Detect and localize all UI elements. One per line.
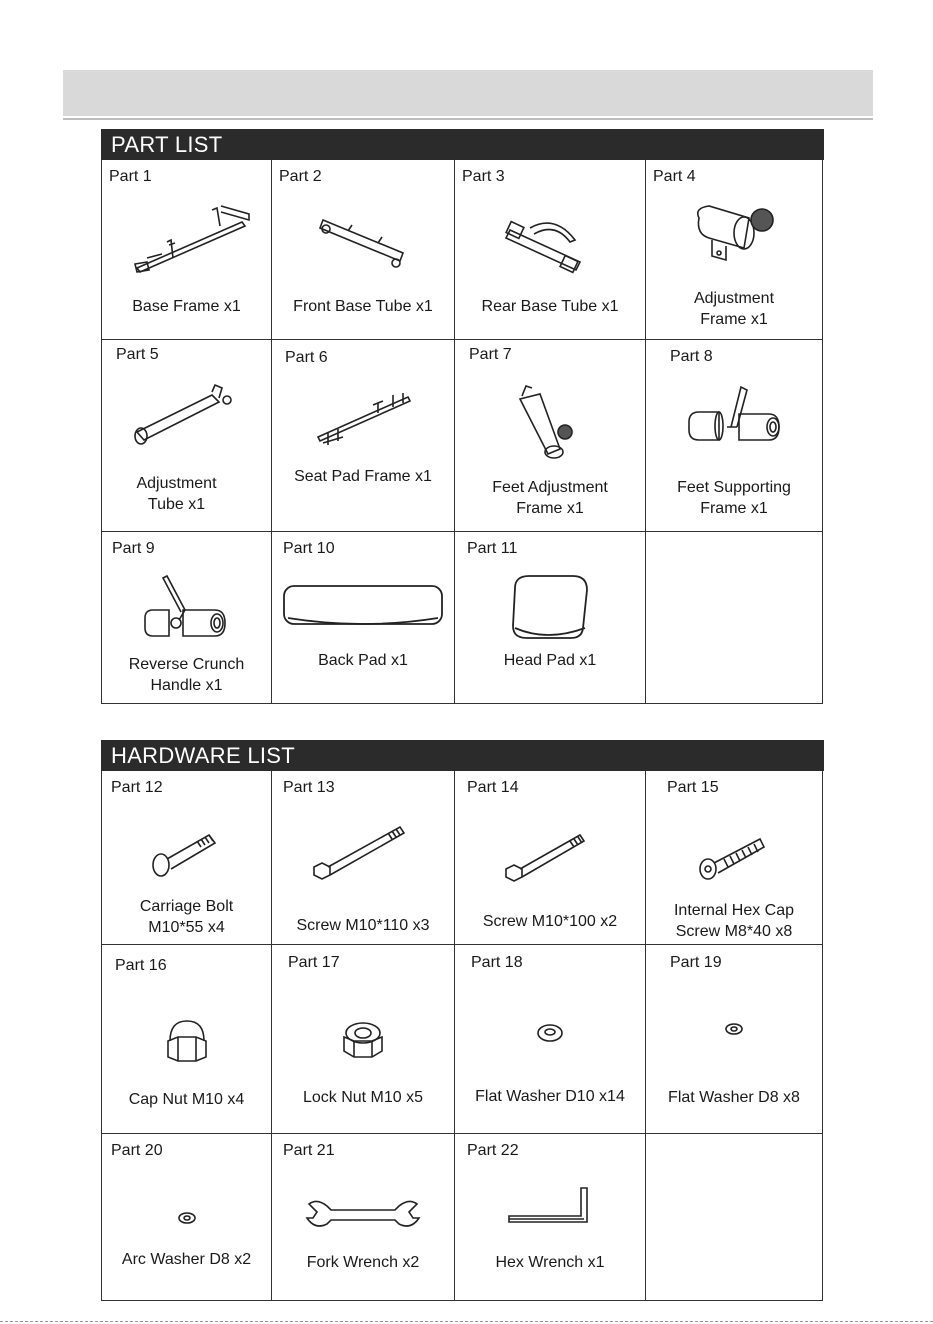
fork-wrench-icon (303, 1196, 423, 1236)
hex-cap-screw-icon (694, 829, 774, 884)
part-name: Flat Washer D10 x14 (475, 1088, 625, 1105)
part-cell (646, 340, 822, 532)
hex-wrench-icon (505, 1186, 595, 1231)
part-cell (272, 340, 455, 532)
part-name: Reverse Crunch Handle x1 (128, 656, 245, 694)
part-name: Carriage Bolt M10*55 x4 (139, 898, 234, 936)
part-list-title: PART LIST (101, 129, 824, 160)
base-frame-icon (117, 200, 257, 280)
part-number: Part 6 (285, 349, 328, 366)
hardware-list-title: HARDWARE LIST (101, 740, 824, 771)
part-name: Hex Wrench x1 (495, 1254, 605, 1271)
screw-long-icon (308, 819, 418, 889)
lock-nut-icon (338, 1017, 388, 1067)
part-name: Back Pad x1 (318, 652, 408, 669)
part-number: Part 7 (469, 346, 512, 363)
empty-cell (646, 1134, 822, 1300)
front-base-tube-icon (308, 205, 418, 275)
part-cell (455, 771, 646, 945)
part-cell (102, 340, 272, 532)
part-number: Part 13 (283, 779, 335, 796)
cap-nut-icon (162, 1017, 212, 1067)
part-cell (455, 945, 646, 1134)
seat-pad-frame-icon (308, 385, 418, 455)
part-number: Part 8 (670, 348, 713, 365)
part-name: Internal Hex Cap Screw M8*40 x8 (673, 902, 795, 940)
part-cell (646, 160, 822, 340)
feet-supporting-frame-icon (679, 382, 789, 452)
part-name: Screw M10*110 x3 (296, 917, 430, 934)
part-number: Part 10 (283, 540, 335, 557)
adjustment-tube-icon (127, 380, 247, 455)
part-cell (102, 532, 272, 703)
header-bar (63, 70, 873, 116)
reverse-crunch-handle-icon (137, 570, 237, 645)
part-cell (272, 160, 455, 340)
part-number: Part 20 (111, 1142, 163, 1159)
part-cell (272, 945, 455, 1134)
part-name: Fork Wrench x2 (306, 1254, 420, 1271)
page-bottom-rule (0, 1321, 933, 1322)
part-number: Part 16 (115, 957, 167, 974)
part-cell (272, 1134, 455, 1300)
feet-adjustment-frame-icon (510, 384, 590, 469)
part-name: Adjustment Frame x1 (693, 290, 775, 328)
part-number: Part 9 (112, 540, 155, 557)
rear-base-tube-icon (500, 210, 600, 280)
part-name: Arc Washer D8 x2 (121, 1251, 252, 1268)
part-number: Part 21 (283, 1142, 335, 1159)
part-number: Part 14 (467, 779, 519, 796)
part-cell (646, 945, 822, 1134)
part-name: Lock Nut M10 x5 (302, 1089, 424, 1106)
part-number: Part 1 (109, 168, 152, 185)
part-number: Part 15 (667, 779, 719, 796)
part-name: Cap Nut M10 x4 (128, 1091, 245, 1108)
part-list-table (101, 160, 823, 704)
part-name: Feet Supporting Frame x1 (677, 479, 791, 517)
part-cell (102, 945, 272, 1134)
back-pad-icon (280, 582, 446, 632)
part-number: Part 18 (471, 954, 523, 971)
part-name: Seat Pad Frame x1 (294, 468, 432, 485)
hardware-list-table (101, 771, 823, 1301)
screw-icon (500, 827, 600, 887)
part-number: Part 4 (653, 168, 696, 185)
part-cell (102, 1134, 272, 1300)
part-name: Feet Adjustment Frame x1 (492, 479, 608, 517)
part-name: Flat Washer D8 x8 (668, 1089, 800, 1106)
part-name: Rear Base Tube x1 (481, 298, 619, 315)
part-number: Part 12 (111, 779, 163, 796)
part-number: Part 3 (462, 168, 505, 185)
part-cell (102, 160, 272, 340)
part-number: Part 11 (467, 540, 518, 557)
arc-washer-icon (175, 1209, 199, 1227)
flat-washer-small-icon (722, 1020, 746, 1038)
part-cell (455, 1134, 646, 1300)
part-cell (455, 160, 646, 340)
empty-cell (646, 532, 822, 703)
flat-washer-large-icon (535, 1021, 565, 1045)
part-number: Part 17 (288, 954, 340, 971)
adjustment-frame-icon (684, 198, 784, 273)
part-cell (455, 340, 646, 532)
part-cell (646, 771, 822, 945)
part-name: Screw M10*100 x2 (482, 913, 618, 930)
part-number: Part 19 (670, 954, 722, 971)
part-name: Adjustment Tube x1 (136, 475, 217, 513)
part-number: Part 2 (279, 168, 322, 185)
part-number: Part 22 (467, 1142, 519, 1159)
carriage-bolt-icon (147, 823, 227, 883)
part-cell (272, 532, 455, 703)
part-name: Base Frame x1 (132, 298, 241, 315)
header-rule (63, 118, 873, 120)
part-cell (272, 771, 455, 945)
part-name: Head Pad x1 (503, 652, 597, 669)
part-name: Front Base Tube x1 (293, 298, 433, 315)
part-number: Part 5 (116, 346, 159, 363)
part-cell (102, 771, 272, 945)
part-cell (455, 532, 646, 703)
head-pad-icon (507, 572, 593, 644)
